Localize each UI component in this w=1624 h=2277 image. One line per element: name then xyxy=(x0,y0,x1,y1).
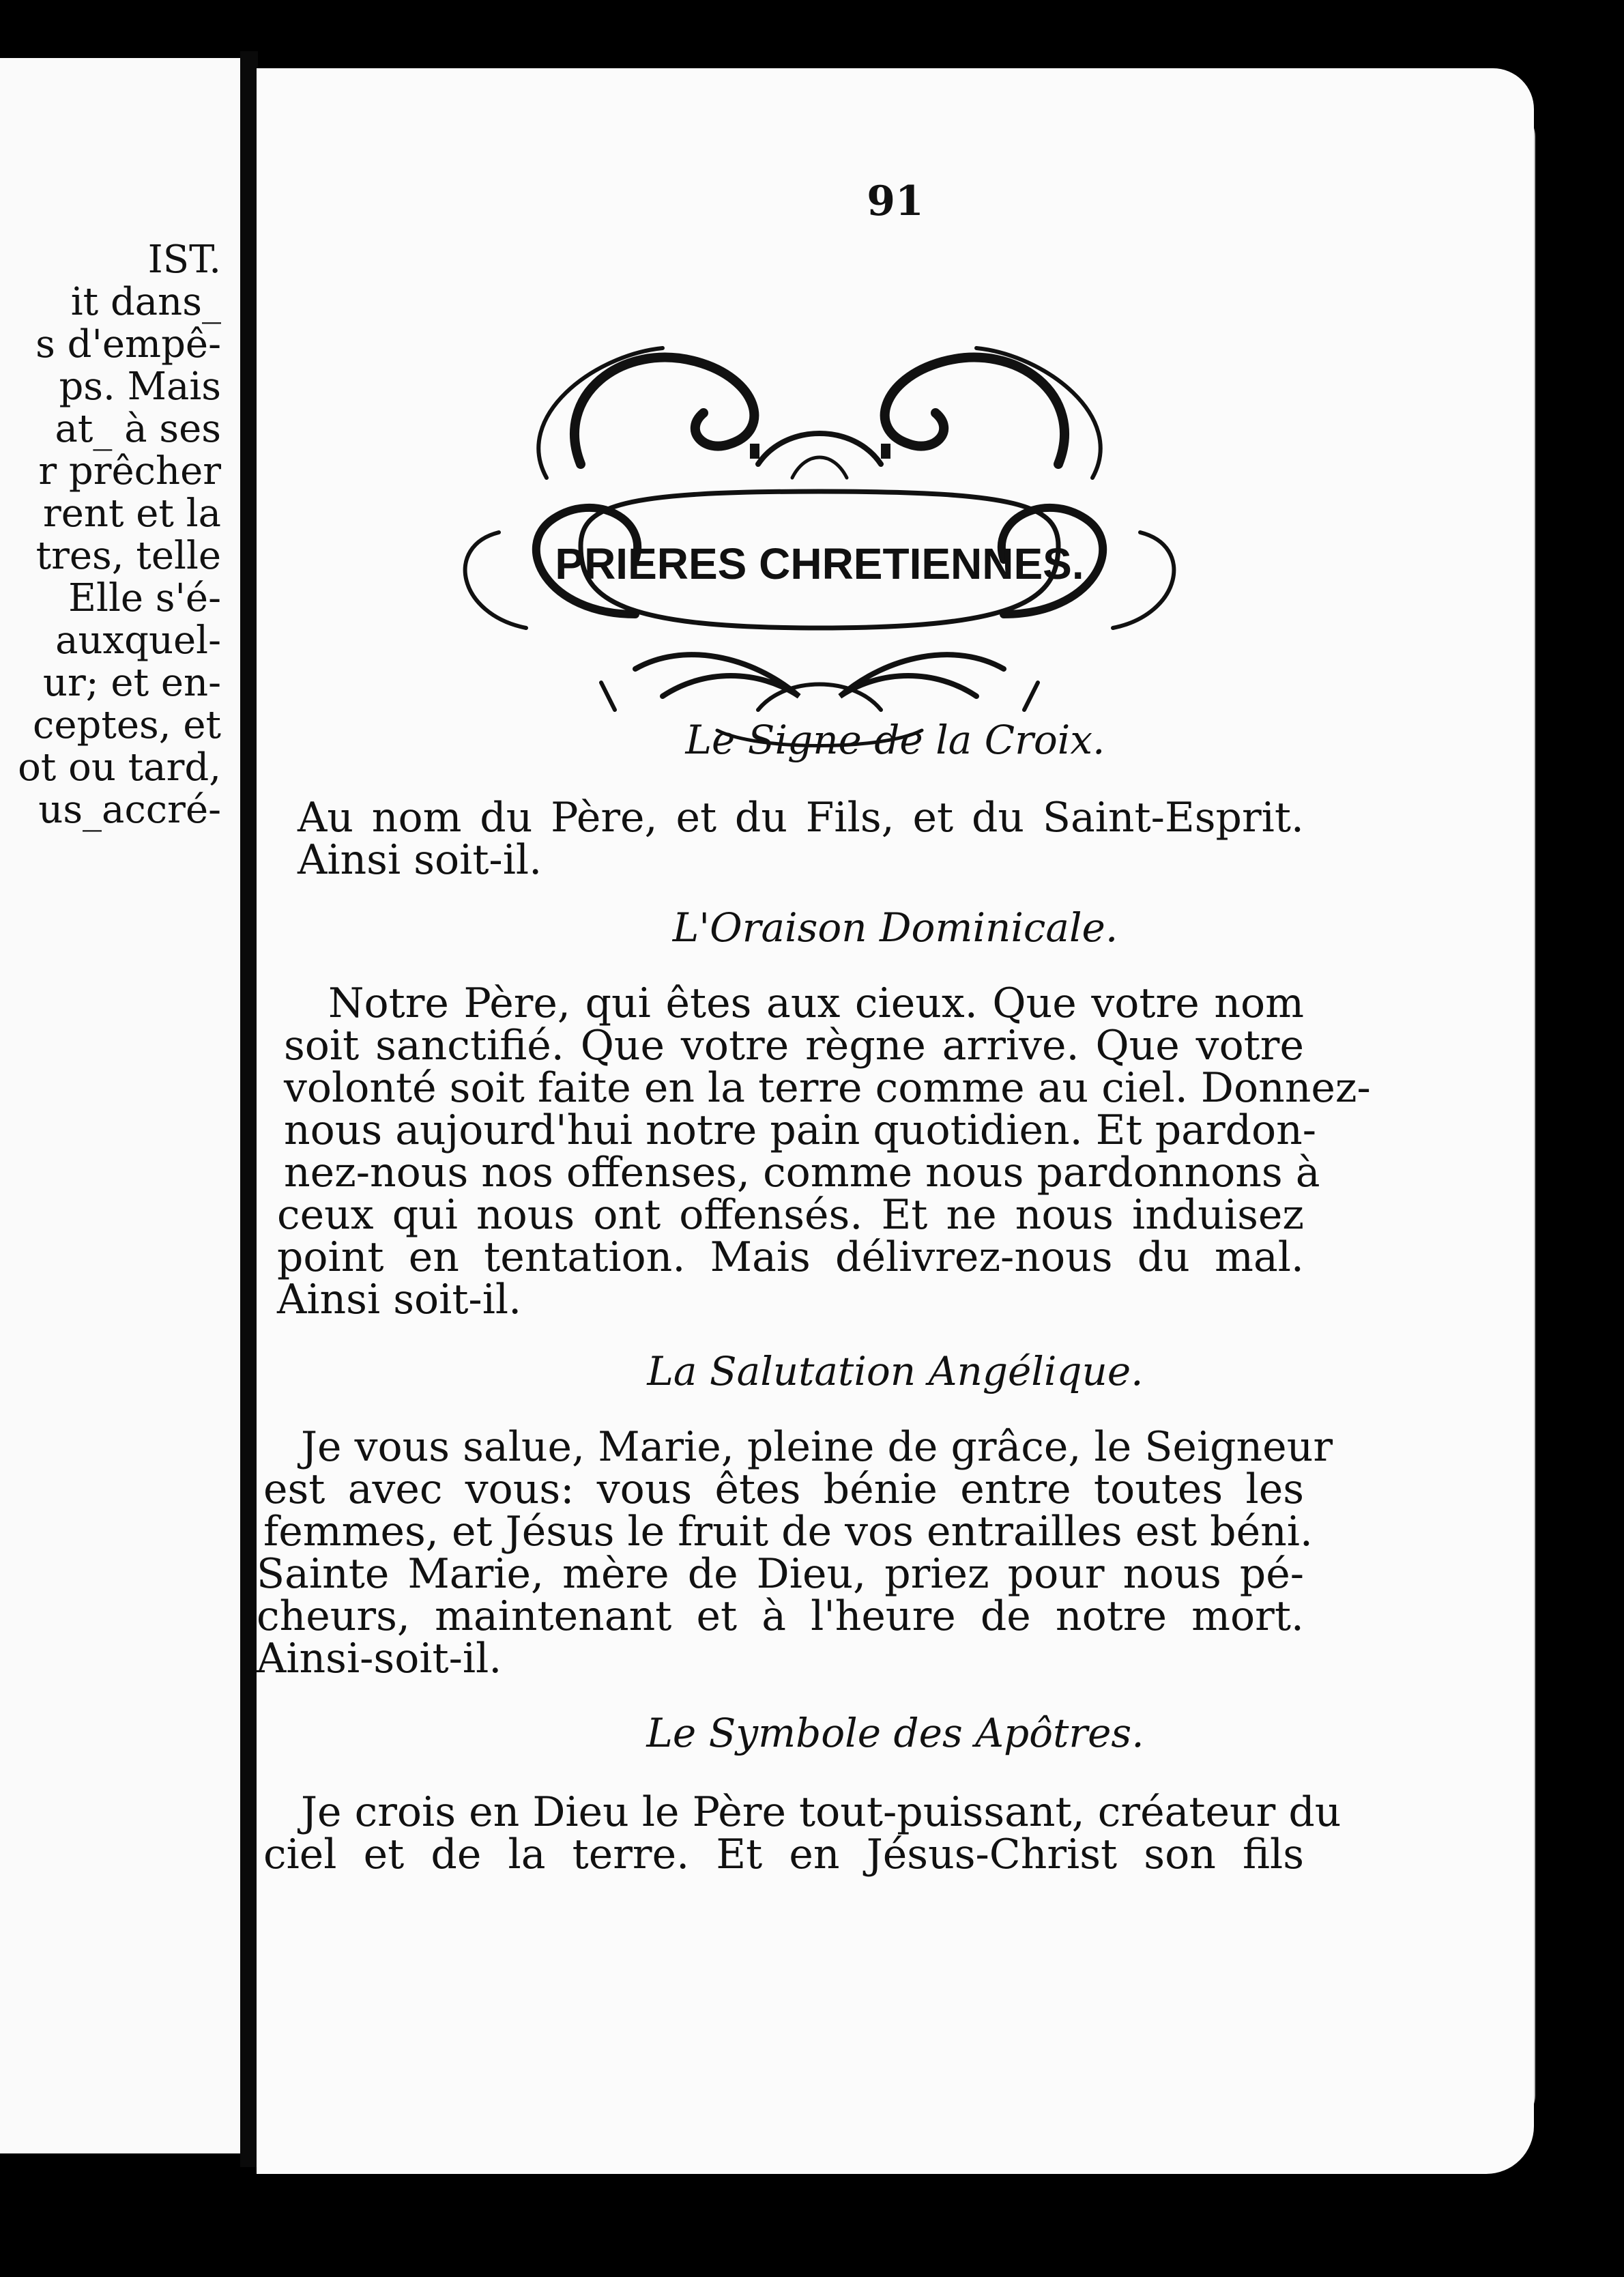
text-line: Ainsi soit-il. xyxy=(298,836,542,884)
section-heading: Le Symbole des Apôtres. xyxy=(646,1710,1144,1756)
text-line: nez-nous nos offenses, comme nous pardonnons à xyxy=(284,1149,1320,1197)
left-line: at_ à ses xyxy=(55,407,221,451)
text-line: Ainsi-soit-il. xyxy=(257,1635,502,1682)
left-line: s d'empê- xyxy=(35,322,221,367)
text-line: Sainte Marie, mère de Dieu, priez pour nous pé- xyxy=(257,1550,1304,1598)
text-line: volonté soit faite en la terre comme au ciel. Donnez- xyxy=(284,1064,1371,1112)
text-line: cheurs, maintenant et à l'heure de notre mort. xyxy=(257,1592,1304,1640)
text-line: ceux qui nous ont offensés. Et ne nous induisez xyxy=(277,1191,1304,1239)
book-gutter xyxy=(240,51,258,2167)
left-line: ceptes, et xyxy=(33,703,221,747)
right-page xyxy=(257,68,1534,2174)
left-line: Elle s'é- xyxy=(68,576,221,620)
text-line: soit sanctifié. Que votre règne arrive. Que votre xyxy=(284,1022,1304,1070)
left-line: IST. xyxy=(147,238,221,282)
left-line: ur; et en- xyxy=(42,661,221,705)
section-heading: L'Oraison Dominicale. xyxy=(672,904,1118,951)
text-line: Au nom du Père, et du Fils, et du Saint-Esprit. xyxy=(298,794,1304,842)
text-line: Ainsi soit-il. xyxy=(277,1276,522,1323)
left-page xyxy=(0,58,240,2153)
text-line: Je crois en Dieu le Père tout-puissant, créateur du xyxy=(301,1788,1342,1836)
text-line: nous aujourd'hui notre pain quotidien. Et pardon- xyxy=(284,1106,1317,1154)
section-heading: Le Signe de la Croix. xyxy=(685,717,1105,763)
text-line: point en tentation. Mais délivrez-nous du mal. xyxy=(277,1233,1304,1281)
text-line: femmes, et Jésus le fruit de vos entrailles est béni. xyxy=(263,1508,1313,1556)
left-line: auxquel- xyxy=(55,618,221,663)
ornamental-banner xyxy=(376,259,1263,771)
section-heading: La Salutation Angélique. xyxy=(647,1348,1144,1394)
text-line: Notre Père, qui êtes aux cieux. Que votre nom xyxy=(328,979,1304,1027)
left-line: ps. Mais xyxy=(59,364,221,409)
left-line: r prêcher xyxy=(38,449,221,493)
left-line: rent et la xyxy=(42,491,221,536)
text-line: Je vous salue, Marie, pleine de grâce, le Seigneur xyxy=(301,1423,1333,1471)
left-line: ot ou tard, xyxy=(18,745,221,790)
left-line: it dans_ xyxy=(70,280,221,324)
banner-title: PRIERES CHRETIENNES. xyxy=(555,539,1084,588)
left-line: us_accré- xyxy=(38,788,221,832)
left-line: tres, telle xyxy=(35,534,221,578)
text-line: est avec vous: vous êtes bénie entre toutes les xyxy=(263,1465,1304,1513)
text-line: ciel et de la terre. Et en Jésus-Christ son fils xyxy=(263,1831,1304,1878)
page-number: 91 xyxy=(867,177,924,225)
